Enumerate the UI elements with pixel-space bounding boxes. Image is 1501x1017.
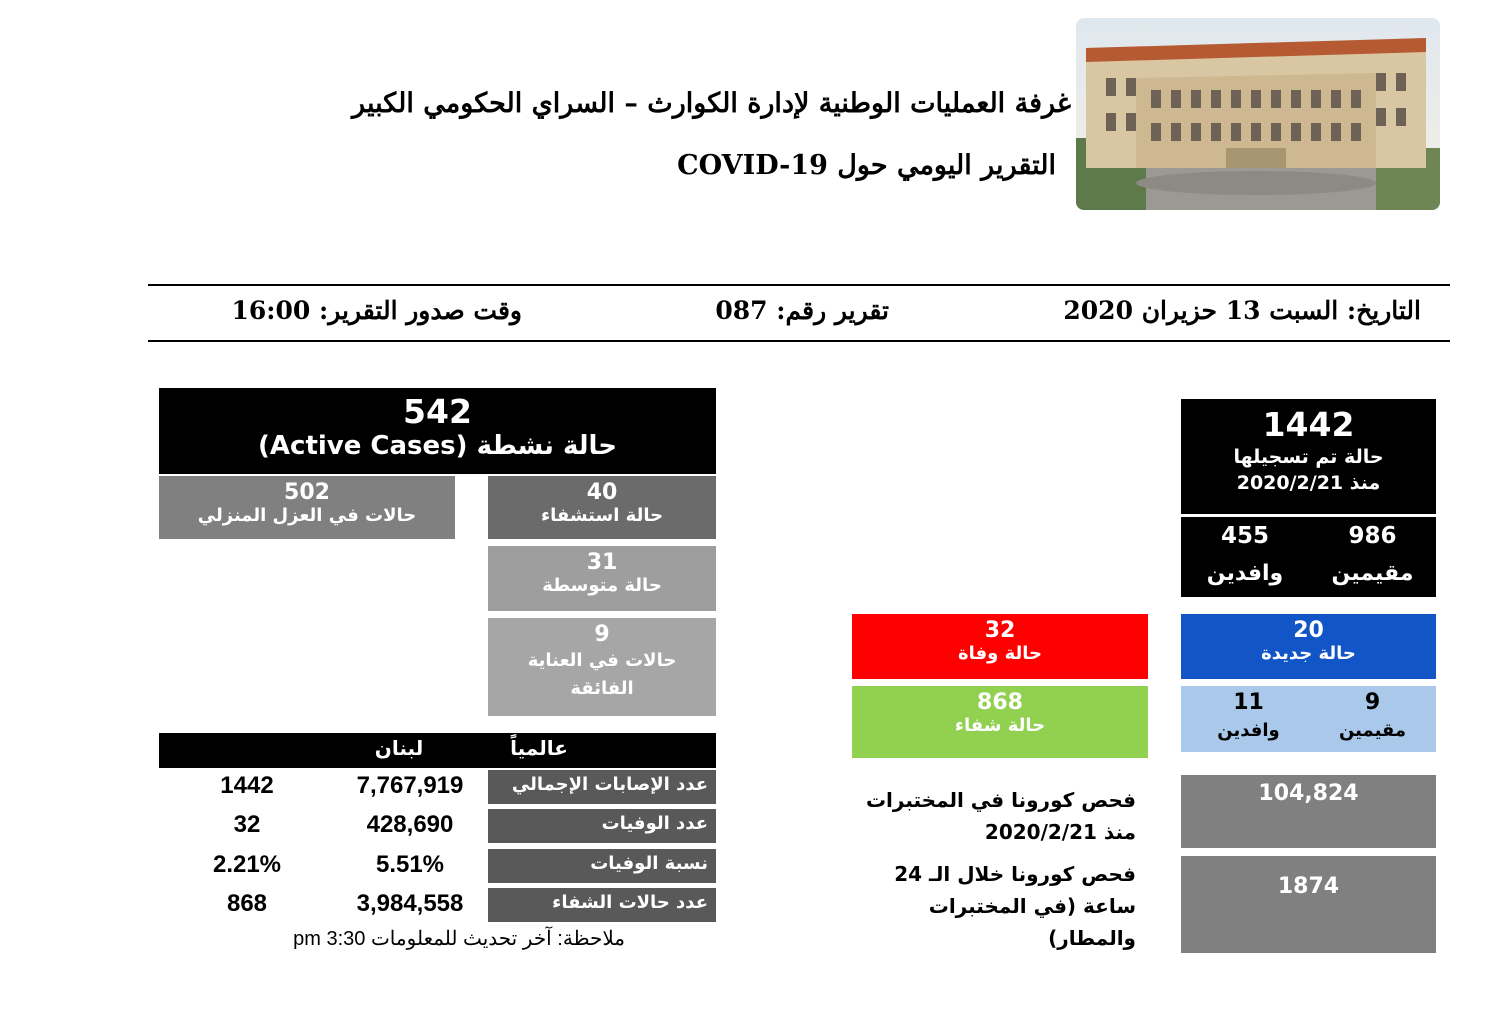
update-note: ملاحظة: آخر تحديث للمعلومات 3:30 pm bbox=[293, 928, 625, 950]
tests-day-label bbox=[852, 858, 1136, 954]
report-number: تقرير رقم: 087 bbox=[715, 296, 889, 325]
new-residents-value: 9 bbox=[1364, 690, 1381, 715]
serail-building-image bbox=[1076, 18, 1440, 210]
recovered-value: 868 bbox=[977, 690, 1023, 715]
new-arrivals-label: وافدين bbox=[1217, 720, 1280, 741]
residents-value: 986 bbox=[1348, 523, 1397, 549]
residents-label: مقيمين bbox=[1331, 561, 1414, 586]
registered-split-card bbox=[1181, 517, 1436, 597]
moderate-value: 31 bbox=[586, 550, 618, 575]
registered-label: حالة تم تسجيلها bbox=[1233, 446, 1384, 468]
column-global: عالمياً bbox=[510, 736, 568, 760]
tests-day-label-line2: ساعة (في المختبرات bbox=[928, 894, 1136, 918]
tests-total-label-line1: فحص كورونا في المختبرات bbox=[865, 788, 1136, 812]
registered-since: منذ 2020/2/21 bbox=[1236, 472, 1381, 494]
lebanon-deaths: 32 bbox=[233, 811, 261, 838]
global-death-rate: 5.51% bbox=[375, 851, 445, 878]
column-lebanon: لبنان bbox=[374, 736, 424, 760]
report-issue-time: وقت صدور التقرير: 16:00 bbox=[231, 296, 522, 325]
deaths-value: 32 bbox=[984, 618, 1016, 643]
active-cases-label: حالة نشطة (Active Cases) bbox=[258, 431, 617, 461]
icu-label: حالات في العناية الفائقة bbox=[527, 650, 677, 699]
icu-card bbox=[488, 618, 716, 716]
new-cases-card bbox=[1181, 614, 1436, 679]
active-cases-value: 542 bbox=[403, 392, 472, 431]
arrivals-label: وافدين bbox=[1206, 561, 1284, 586]
new-cases-label: حالة جديدة bbox=[1261, 643, 1356, 664]
global-deaths: 428,690 bbox=[366, 811, 454, 838]
tests-day-value: 1874 bbox=[1277, 874, 1340, 899]
new-cases-split-card bbox=[1181, 686, 1436, 752]
lebanon-total-cases: 1442 bbox=[220, 772, 274, 799]
row-label-total-cases: عدد الإصابات الإجمالي bbox=[488, 770, 716, 804]
registered-card bbox=[1181, 399, 1436, 514]
row-label-death-rate: نسبة الوفيات bbox=[488, 849, 716, 883]
tests-total-label-line2: منذ 2020/2/21 bbox=[984, 820, 1136, 844]
lebanon-death-rate: 2.21% bbox=[212, 851, 282, 878]
page-subtitle: التقرير اليومي حول COVID-19 bbox=[677, 150, 1056, 181]
home-isolation-card bbox=[159, 476, 455, 539]
hospitalized-label: حالة استشفاء bbox=[540, 505, 664, 526]
deaths-label: حالة وفاة bbox=[957, 643, 1043, 664]
row-label-deaths: عدد الوفيات bbox=[488, 809, 716, 843]
tests-total-label bbox=[852, 784, 1136, 848]
hospitalized-value: 40 bbox=[586, 480, 618, 505]
icu-value: 9 bbox=[594, 622, 610, 647]
tests-day-card bbox=[1181, 856, 1436, 953]
moderate-label: حالة متوسطة bbox=[542, 575, 662, 596]
tests-day-label-line3: والمطار) bbox=[1048, 926, 1136, 950]
new-residents-label: مقيمين bbox=[1338, 720, 1407, 741]
home-isolation-value: 502 bbox=[284, 480, 330, 505]
tests-total-card bbox=[1181, 775, 1436, 848]
divider-top bbox=[148, 284, 1450, 286]
tests-total-value: 104,824 bbox=[1258, 781, 1359, 806]
new-arrivals-value: 11 bbox=[1233, 690, 1264, 715]
new-cases-value: 20 bbox=[1293, 618, 1324, 643]
active-cases-card bbox=[159, 388, 716, 474]
row-label-recovered: عدد حالات الشفاء bbox=[488, 888, 716, 922]
moderate-card bbox=[488, 546, 716, 611]
divider-bottom bbox=[148, 340, 1450, 342]
registered-value: 1442 bbox=[1262, 405, 1355, 444]
lebanon-recovered: 868 bbox=[226, 890, 268, 917]
recovered-card bbox=[852, 686, 1148, 758]
home-isolation-label: حالات في العزل المنزلي bbox=[197, 505, 417, 526]
report-date: التاريخ: السبت 13 حزيران 2020 bbox=[1063, 296, 1421, 325]
deaths-card bbox=[852, 614, 1148, 679]
comparison-header bbox=[159, 733, 716, 768]
building-illustration bbox=[1076, 18, 1440, 210]
recovered-label: حالة شفاء bbox=[954, 715, 1046, 736]
page-title: غرفة العمليات الوطنية لإدارة الكوارث – السراي الحكومي الكبير bbox=[352, 88, 1071, 119]
tests-day-label-line1: فحص كورونا خلال الـ 24 bbox=[894, 862, 1136, 886]
arrivals-value: 455 bbox=[1220, 523, 1269, 549]
hospitalized-card bbox=[488, 476, 716, 539]
global-recovered: 3,984,558 bbox=[356, 890, 464, 917]
global-total-cases: 7,767,919 bbox=[356, 772, 464, 799]
